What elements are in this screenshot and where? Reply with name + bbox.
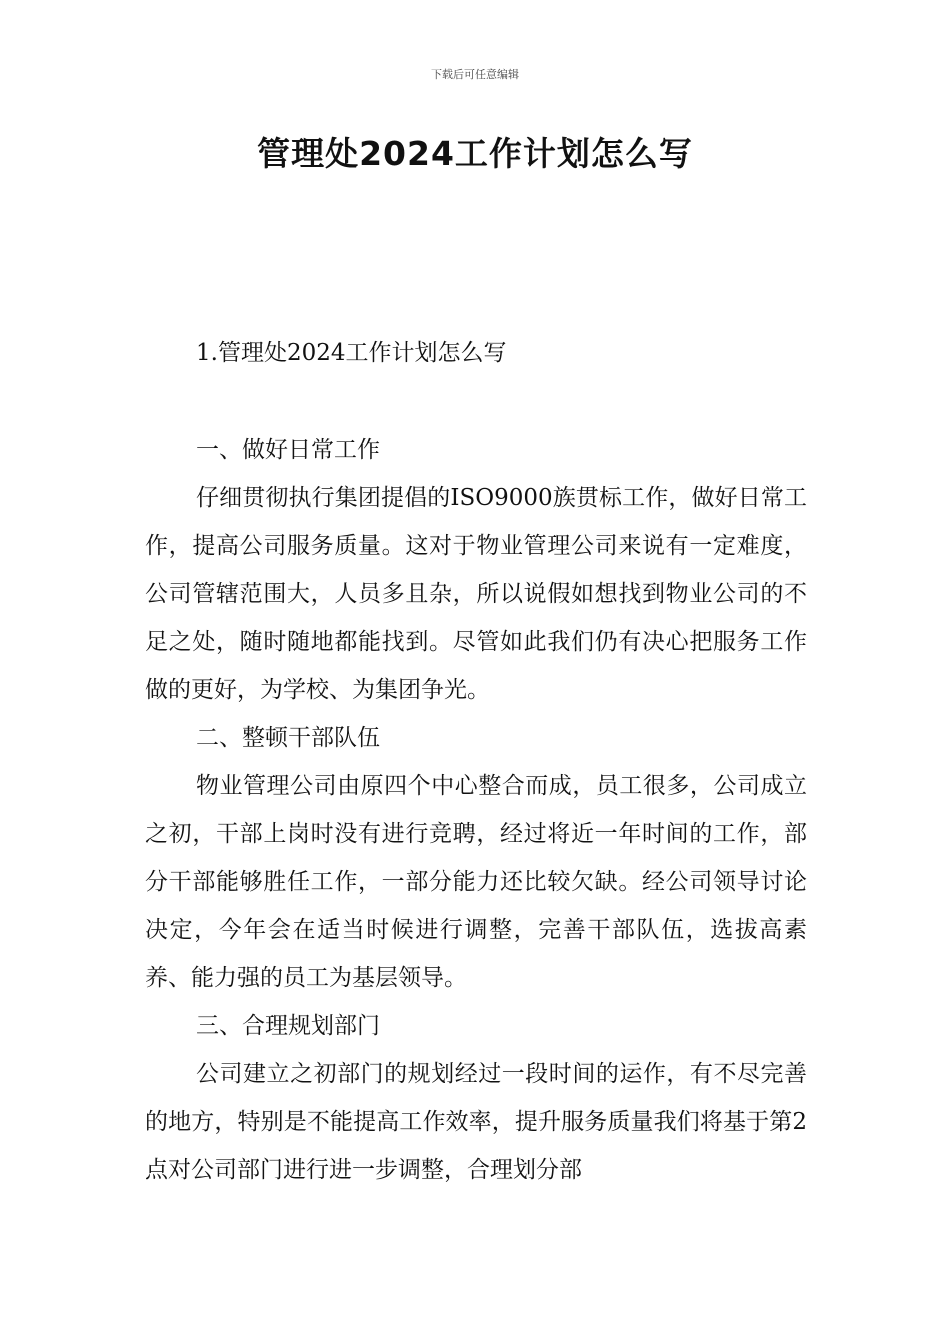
section-heading-2: 二、整顿干部队伍 [196, 725, 380, 751]
document-title: 管理处2024工作计划怎么写 [257, 134, 693, 173]
section-paragraph-2: 物业管理公司由原四个中心整合而成，员工很多，公司成立之初，干部上岗时没有进行竞聘，经过将近一年时间的工作，部分干部能够胜任工作，一部分能力还比较欠缺。经公司领导讨论决定，今年会在适当时候进行调整，完善干部队伍，选拔高素养、能力强的员工为基层领导。 [145, 773, 807, 991]
section-paragraph-3: 公司建立之初部门的规划经过一段时间的运作，有不尽完善的地方，特别是不能提高工作效率，提升服务质量我们将基于第2点对公司部门进行进一步调整，合理划分部 [145, 1061, 807, 1183]
section-paragraph-1: 仔细贯彻执行集团提倡的ISO9000族贯标工作，做好日常工作，提高公司服务质量。这对于物业管理公司来说有一定难度，公司管辖范围大，人员多且杂，所以说假如想找到物业公司的不足之处，随时随地都能找到。尽管如此我们仍有决心把服务工作做的更好，为学校、为集团争光。 [145, 485, 807, 703]
header-note: 下载后可任意编辑 [431, 68, 519, 81]
document-body [145, 426, 807, 1194]
section-heading-3: 三、合理规划部门 [196, 1013, 380, 1039]
section-heading-1: 一、做好日常工作 [196, 437, 380, 463]
document-subtitle: 1.管理处2024工作计划怎么写 [196, 340, 507, 366]
